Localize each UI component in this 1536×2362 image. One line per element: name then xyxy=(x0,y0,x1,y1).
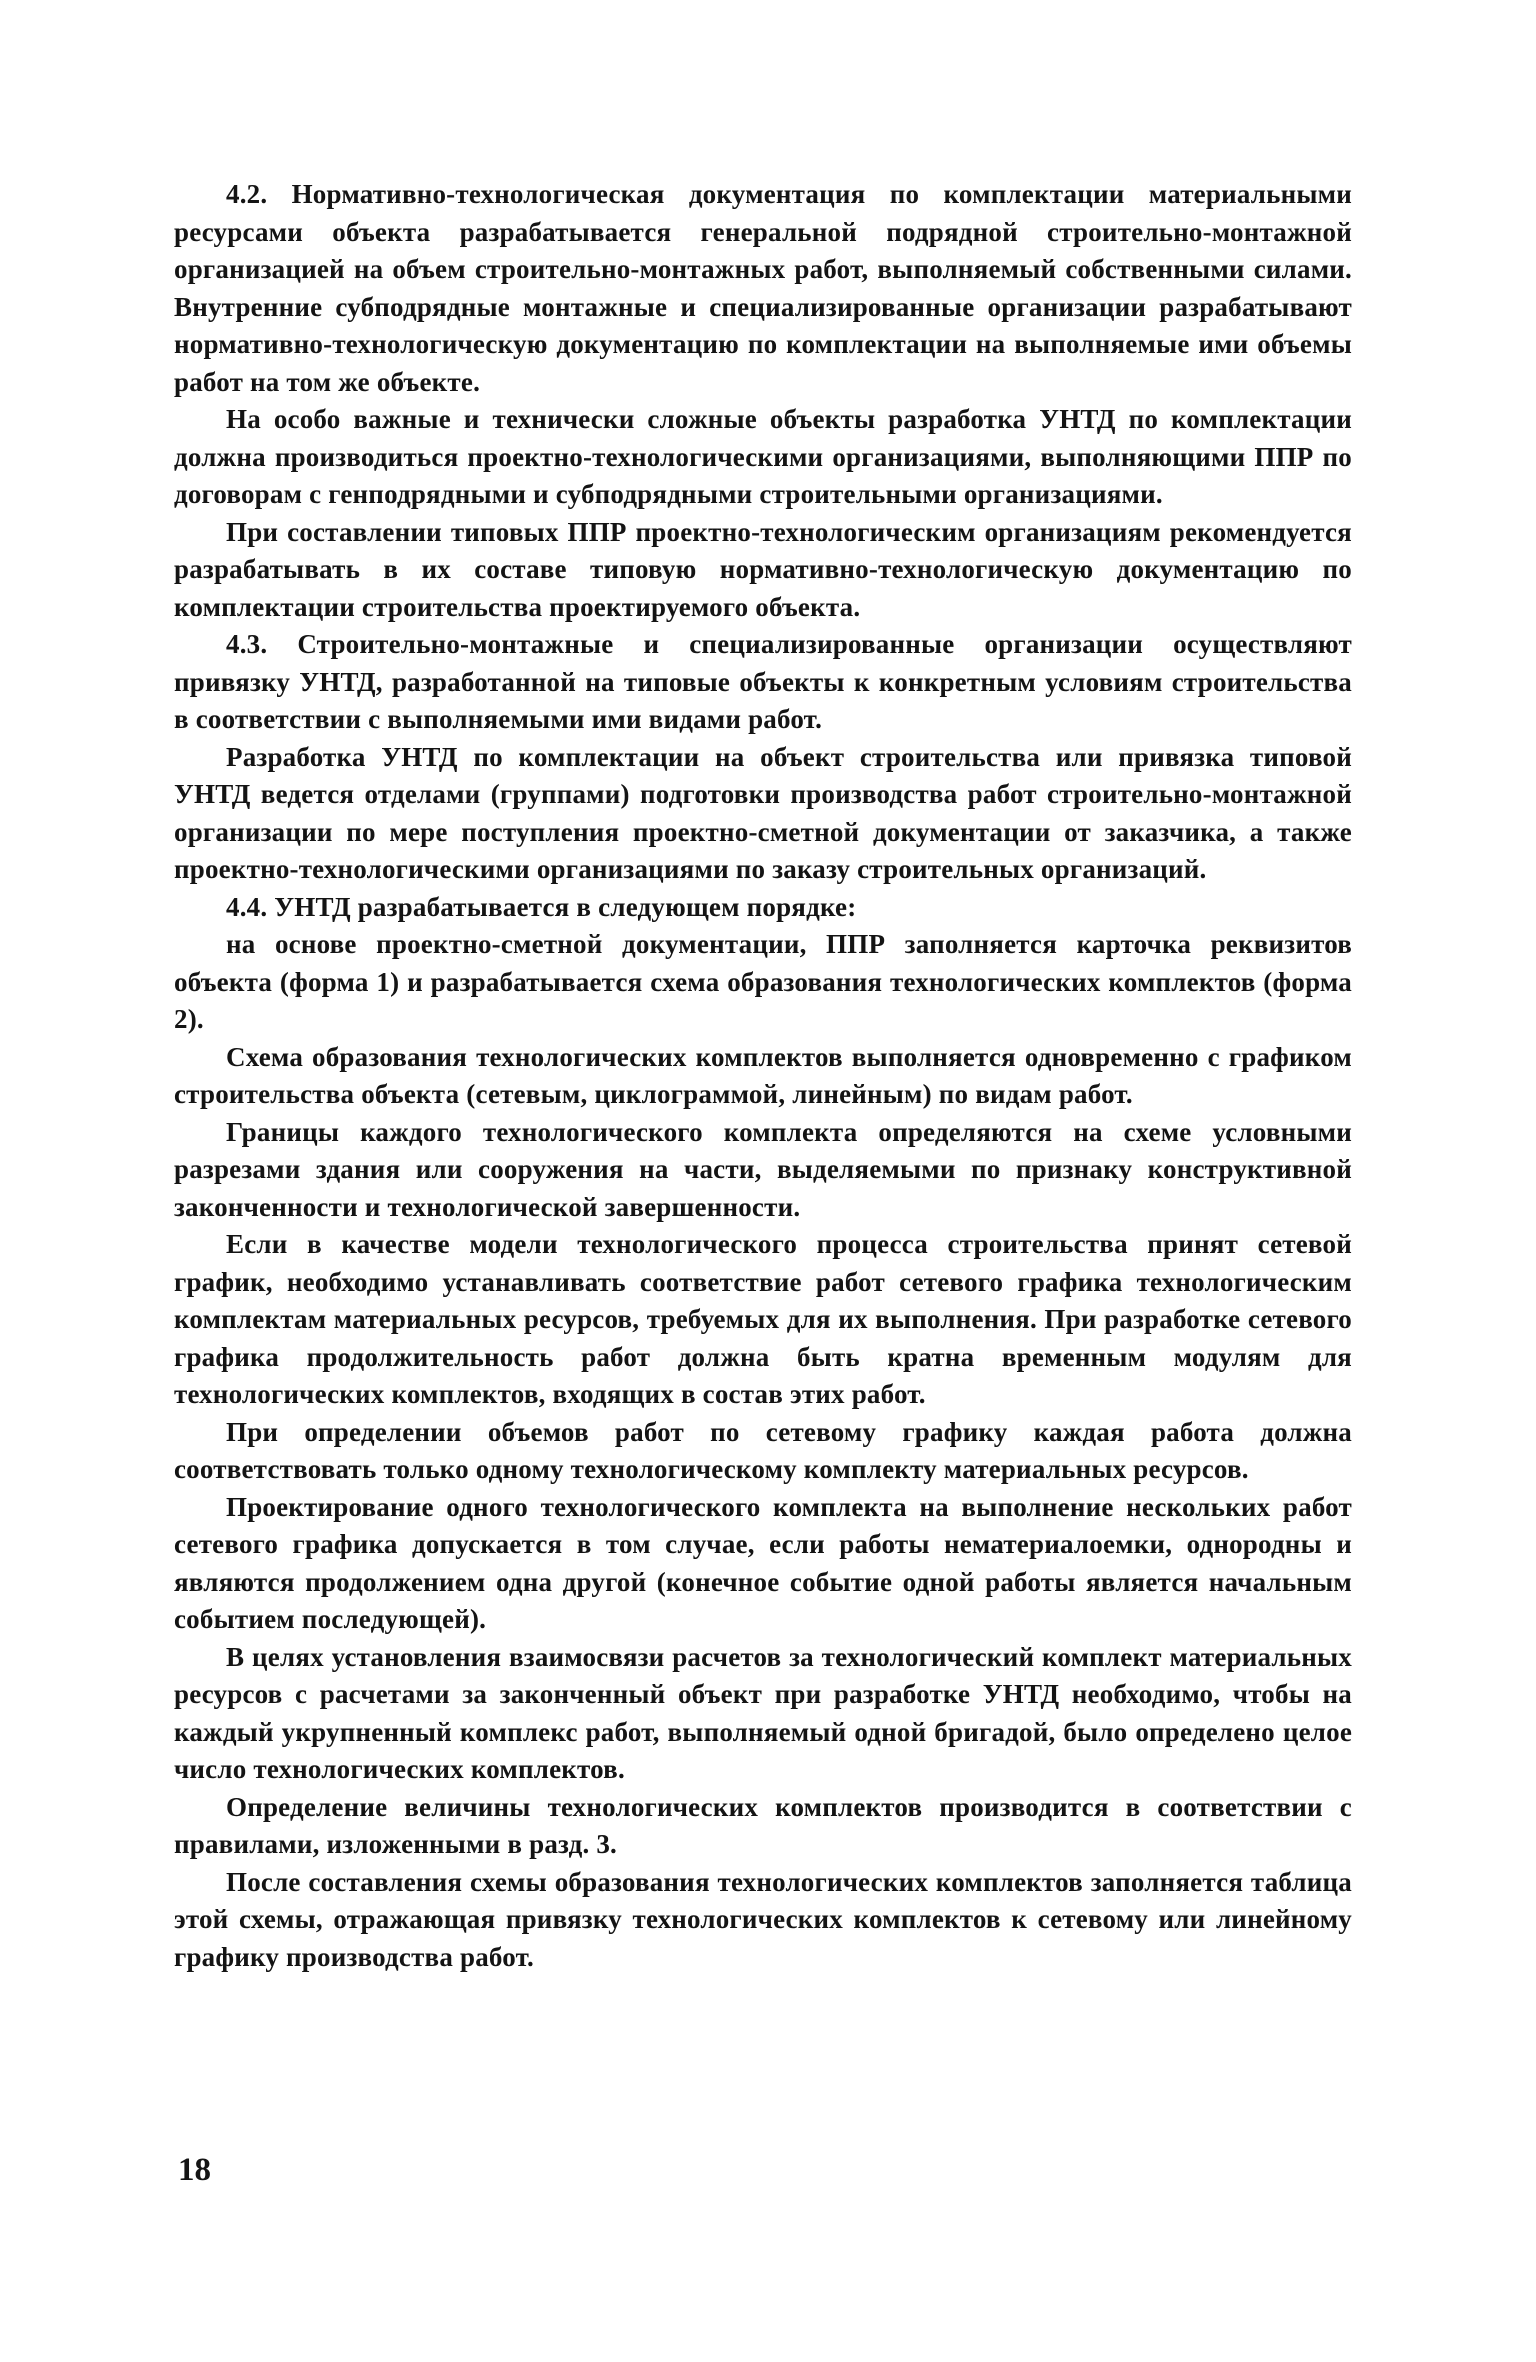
paragraph-4-4: 4.4. УНТД разрабатывается в следующем порядке: xyxy=(226,891,857,922)
paragraph-network-graph: Если в качестве модели технологического процесса строительства принят сетевой график, необходимо устанавливать соответствие работ сетевого графика технологическим комплектам материальных ресурсов, требуемых для их выполнения. При разработке сетевого графика продолжительность работ должна быть кратна временным модулям для технологических комплектов, входящих в состав этих работ. xyxy=(174,1229,1352,1409)
paragraph-4-3: 4.3. Строительно-монтажные и специализированные организации осуществляют привязку УНТД, разработанной на типовые объекты к конкретным условиям строительства в соответствии с выполняемыми ими видами работ. xyxy=(174,629,1352,734)
paragraph-single-complect: Проектирование одного технологического комплекта на выполнение нескольких работ сетевого графика допускается в том случае, если работы нематериалоемки, однородны и являются продолжением одна другой (конечное событие одной работы является начальным событием последующей). xyxy=(174,1491,1352,1634)
paragraph-work-volumes: При определении объемов работ по сетевому графику каждая работа должна соответствовать только одному технологическому комплекту материальных ресурсов. xyxy=(174,1416,1352,1484)
paragraph-untd-development: Разработка УНТД по комплектации на объект строительства или привязка типовой УНТД ведется отделами (группами) подготовки производства работ строительно-монтажной организации по мере поступления проектно-сметной документации от заказчика, а также проектно-технологическими организациями по заказу строительных организаций. xyxy=(174,741,1352,884)
paragraph-important-objects: На особо важные и технически сложные объекты разработка УНТД по комплектации должна производиться проектно-технологическими организациями, выполняющими ППР по договорам с генподрядными и субподрядными строительными организациями. xyxy=(174,404,1352,509)
paragraph-4-2: 4.2. Нормативно-технологическая документация по комплектации материальными ресурсами объекта разрабатывается генеральной подрядной строительно-монтажной организацией на объем строительно-монтажных работ, выполняемый собственными силами. Внутренние субподрядные монтажные и специализированные организации разрабатывают нормативно-технологическую документацию по комплектации на выполняемые ими объемы работ на том же объекте. xyxy=(174,179,1352,397)
document-page xyxy=(174,176,1352,1976)
paragraph-size-definition: Определение величины технологических комплектов производится в соответствии с правилами, изложенными в разд. 3. xyxy=(174,1791,1352,1859)
paragraph-scheme-formation: Схема образования технологических комплектов выполняется одновременно с графиком строительства объекта (сетевым, циклограммой, линейным) по видам работ. xyxy=(174,1041,1352,1109)
paragraph-typical-ppr: При составлении типовых ППР проектно-технологическим организациям рекомендуется разрабатывать в их составе типовую нормативно-технологическую документацию по комплектации строительства проектируемого объекта. xyxy=(174,516,1352,622)
paragraph-table-fill: После составления схемы образования технологических комплектов заполняется таблица этой схемы, отражающая привязку технологических комплектов к сетевому или линейному графику производства работ. xyxy=(174,1866,1352,1972)
page-number: 18 xyxy=(178,2152,211,2188)
paragraph-relationship: В целях установления взаимосвязи расчетов за технологический комплект материальных ресурсов с расчетами за законченный объект при разработке УНТД необходимо, чтобы на каждый укрупненный комплекс работ, выполняемый одной бригадой, было определено целое число технологических комплектов. xyxy=(174,1641,1352,1784)
paragraph-requisites-card: на основе проектно-сметной документации, ППР заполняется карточка реквизитов объекта (форма 1) и разрабатывается схема образования технологических комплектов (форма 2). xyxy=(174,929,1352,1034)
paragraph-boundaries: Границы каждого технологического комплекта определяются на схеме условными разрезами здания или сооружения на части, выделяемыми по признаку конструктивной законченности и технологической завершенности. xyxy=(174,1116,1352,1222)
